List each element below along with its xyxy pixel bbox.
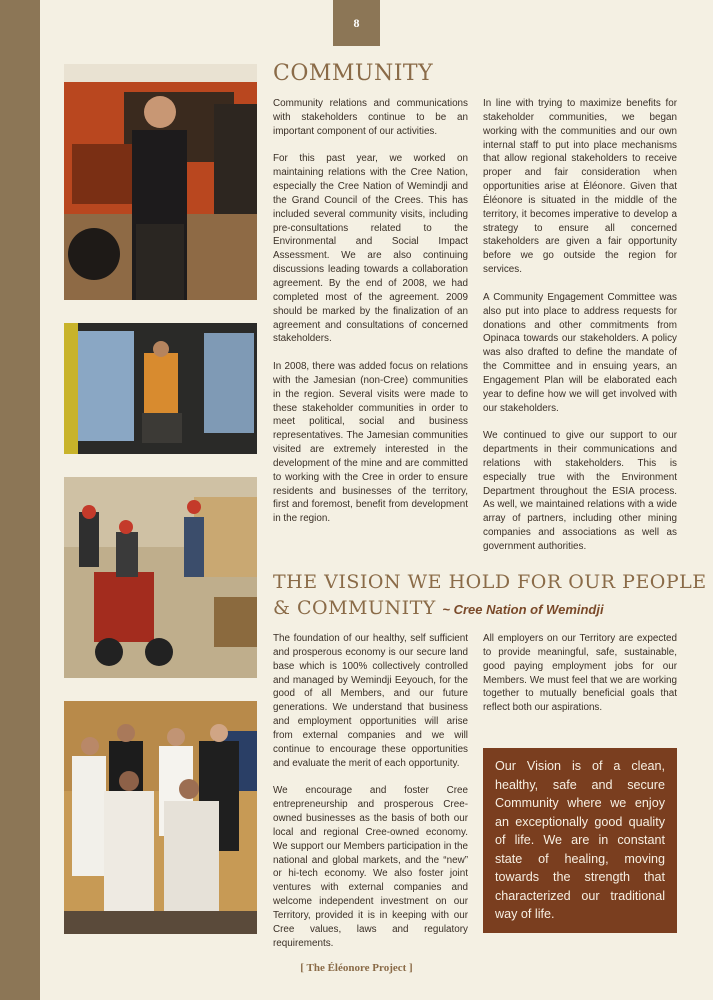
section-title-vision	[273, 569, 707, 623]
community-column-1	[273, 97, 468, 540]
photo-excavator-operator	[64, 323, 257, 454]
paragraph: In line with trying to maximize benefits for stakeholder communities, we began working with the communities and our own internal staff to put into place mechanisms that allow regional stakeholders to receive proper and fair consideration when opportunities arise at Éléonore. Given that Éléonore is situated in the middle of the territory, it becomes imperative to develop a strategy to ensure all concerned stakeholders are given a fair opportunity before we go outside the region for services.	[483, 98, 677, 276]
paragraph: All employers on our Territory are expected to provide meaningful, safe, sustainable, good paying employment jobs for our Members. We must feel that we are working together to mutually beneficial goals that reflect both our aspirations.	[483, 633, 677, 714]
vision-column-1	[273, 632, 468, 964]
paragraph: We continued to give our support to our departments in their communications and relations with stakeholders. This is especially true with the Environment Department throughout the ESIA process. As well, we maintained relations with a wide array of partners, including other mining companies and associations as well as government authorities.	[483, 430, 677, 552]
vision-title-line-2: & COMMUNITY	[273, 597, 436, 619]
vision-quote-box: Our Vision is of a clean, healthy, safe and secure Community where we enjoy an exceptionally good quality of life. We are in constant state of healing, moving towards the strength that characterized our traditional way of life.	[483, 748, 677, 933]
paragraph: In 2008, there was added focus on relations with the Jamesian (non-Cree) communities in the region. Several visits were made to these stakeholder communities in order to meet political, social and business representatives. The Jamesian communities visited are extremely interested in the development of the mine and are committed to working with the Cree in order to ensure residents and businesses of the territory, first and foremost, benefit from development in the region.	[273, 361, 468, 525]
paragraph: We encourage and foster Cree entrepreneurship and prosperous Cree-owned businesses as the basis of both our local and regional Cree-owned economy. We support our Members participation in the national and global markets, and the “new” or hi-tech economy. We also foster joint ventures with external companies and welcome independent investment on our Territory, provided it is in keeping with our Cree values, laws and regulatory requirements.	[273, 785, 468, 949]
community-column-2	[483, 97, 677, 568]
section-title-community: COMMUNITY	[273, 61, 434, 86]
footer-project-name: [ The Éléonore Project ]	[300, 962, 413, 974]
paragraph: For this past year, we worked on maintaining relations with the Cree Nation, especially the Cree Nation of Wemindji and the Grand Council of the Crees. This has included several community visits, including pre-consultations related to the Environmental and Social Impact Assessment. We are also continuing discussions leading towards a collaboration agreement. By the end of 2008, we had completed most of the agreement. 2009 should be marked by the finalization of an agreement and consultations of concerned stakeholders.	[273, 153, 468, 345]
photo-workers-atv	[64, 477, 257, 678]
paragraph: Community relations and communications with stakeholders continue to be an important component of our activities.	[273, 98, 468, 137]
vision-title-line-1: THE VISION WE HOLD FOR OUR PEOPLE	[273, 571, 707, 593]
vision-column-2	[483, 632, 677, 729]
photo-kitchen-staff	[64, 701, 257, 934]
vision-subtitle: ~ Cree Nation of Wemindji	[442, 602, 604, 617]
page-number: 8	[333, 0, 380, 46]
paragraph: The foundation of our healthy, self sufficient and prosperous economy is our secure land base which is 100% collectively controlled and managed by Wemindji Eeyouch, for the good of all Members, and our future generations. We understand that business and employment opportunities will arise from external companies and we will continue to encourage these opportunities and evaluate the merit of each opportunity.	[273, 633, 468, 769]
left-sidebar-band	[0, 0, 40, 1000]
photo-man-with-vehicle	[64, 64, 257, 300]
paragraph: A Community Engagement Committee was also put into place to address requests for donations and other commitments from Opinaca towards our stakeholders. A policy was also drafted to define the mandate of the Committee and in ensuing years, an Engagement Plan will be elaborated each year to define how we will get involved with our stakeholders.	[483, 291, 677, 414]
